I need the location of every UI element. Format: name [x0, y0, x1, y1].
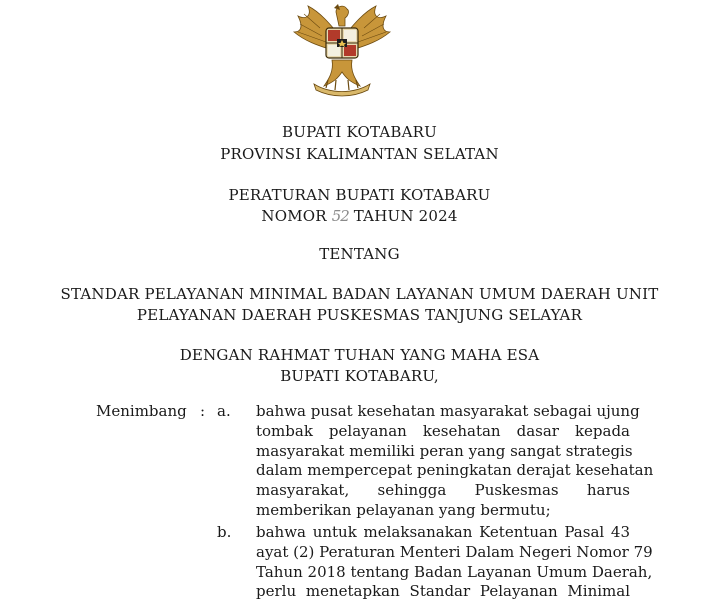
number-value: 52 [331, 207, 349, 225]
item-a-line: bahwa pusat kesehatan masyarakat sebagai ujung [256, 402, 640, 420]
garuda-emblem [290, 2, 394, 98]
number-suffix: TAHUN 2024 [353, 207, 458, 225]
item-b-line: perlu menetapkan Standar Pelayanan Minimal [256, 582, 630, 601]
subject-line-1: STANDAR PELAYANAN MINIMAL BADAN LAYANAN UMUM DAERAH UNIT [60, 285, 659, 303]
tentang-heading: TENTANG [319, 245, 400, 263]
header-regent-title: BUPATI KOTABARU [282, 123, 437, 141]
considering-item-a [256, 402, 654, 521]
subject-line-2: PELAYANAN DAERAH PUSKESMAS TANJUNG SELAYAR [136, 306, 583, 324]
item-b-line: bahwa untuk melaksanakan Ketentuan Pasal 43 [256, 523, 630, 541]
item-a-line: dalam mempercepat peningkatan derajat kesehatan [256, 461, 654, 480]
invocation-line-1: DENGAN RAHMAT TUHAN YANG MAHA ESA [179, 346, 540, 364]
item-letter-a: a. [217, 402, 231, 420]
item-a-line: masyarakat, sehingga Puskesmas harus [256, 481, 630, 500]
item-b-line: Tahun 2018 tentang Badan Layanan Umum Daerah, [256, 562, 653, 581]
regulation-title: PERATURAN BUPATI KOTABARU [228, 186, 491, 204]
number-prefix: NOMOR [261, 207, 327, 225]
considering-label: Menimbang [96, 402, 187, 420]
item-a-line: tombak pelayanan kesehatan dasar kepada [256, 421, 630, 440]
regulation-number-line [0, 207, 719, 225]
considering-colon: : [200, 402, 206, 420]
header-province: PROVINSI KALIMANTAN SELATAN [220, 145, 499, 163]
item-a-line: memberikan pelayanan yang bermutu; [256, 500, 551, 519]
item-letter-b: b. [217, 523, 232, 541]
item-b-line: ayat (2) Peraturan Menteri Dalam Negeri Nomor 79 [256, 542, 653, 561]
item-a-line: masyarakat memiliki peran yang sangat strategis [256, 441, 633, 460]
invocation-line-2: BUPATI KOTABARU, [280, 367, 439, 385]
considering-item-b [256, 523, 653, 602]
